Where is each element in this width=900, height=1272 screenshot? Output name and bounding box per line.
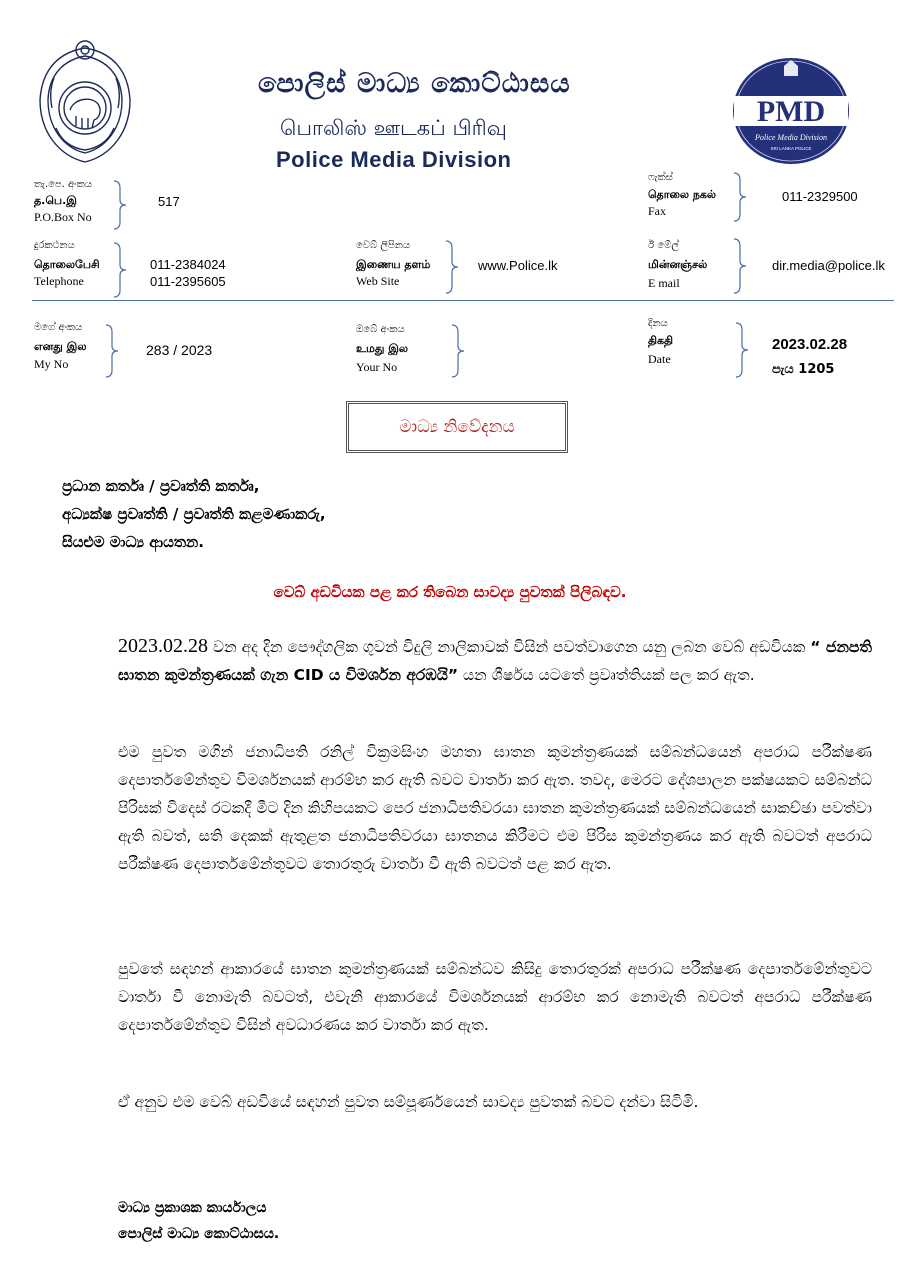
title-english: Police Media Division (276, 147, 512, 172)
paragraph-3: පුවතේ සඳහන් ආකාරයේ ඝාතන කුමන්ත්‍රණයක් සම්බන්ධව කිසිදු තොරතුරක් අපරාධ පරීක්ෂණ දෙපාර්තමේන්තුවට වාර්තා වී නොමැති බවටත්, එවැනි ආකාරයේ විමර්ශනයක් ආරම්භ කර නොමැති බවටත් අපරාධ පරීක්ෂණ දෙපාර්තමේන්තුව විසින් අවධාරණය කර වාර්තා කර ඇත. (118, 960, 872, 1034)
my-no-label-ta: எனது இல (34, 340, 87, 353)
your-no-label-en: Your No (356, 360, 398, 374)
pmd-logo-text: PMD (756, 95, 826, 128)
pobox-value: 517 (158, 194, 180, 209)
date-label-si: දිනය (648, 318, 668, 329)
telephone-value-1: 011-2384024 (150, 257, 226, 272)
fax-label-ta: தொலை நகல் (648, 188, 717, 201)
date-label-en: Date (648, 352, 671, 366)
paragraph-4: ඒ අනුව එම වෙබ් අඩවියේ සඳහන් පුවත සම්පූර්ණයෙන් සාවද්‍ය පුවතක් බවට දන්වා සිටිමි. (118, 1093, 699, 1111)
email-value[interactable]: dir.media@police.lk (772, 258, 885, 273)
date-value: 2023.02.28 (772, 336, 848, 353)
your-no-label-si: ඔබේ අංකය (356, 324, 405, 335)
date-label-ta: திகதி (648, 334, 674, 347)
subject-line: වෙබ් අඩවියක පළ කර තිබෙන සාවද්‍ය පුවතක් පිලිබඳව. (273, 583, 627, 601)
addressee-line-1: ප්‍රධාන කර්තෘ / ප්‍රවෘත්ති කර්තෘ, (62, 477, 260, 495)
fax-value: 011-2329500 (782, 189, 858, 204)
addressee-line-3: සියළුම මාධ්‍ය ආයතන. (62, 533, 204, 551)
signature-line-1: මාධ්‍ය ප්‍රකාශක කාර්යාලය (118, 1200, 267, 1216)
your-no-brace (450, 324, 466, 378)
telephone-value-2: 011-2395605 (150, 274, 226, 289)
your-no-label-ta: உமது இல (356, 342, 409, 355)
fax-label-si: ෆැක්ස් (648, 172, 673, 183)
fax-label-en: Fax (648, 204, 666, 218)
title-tamil: பொலிஸ் ஊடகப் பிரிவு (280, 116, 507, 140)
paragraph-1 (118, 632, 872, 689)
title-sinhala: පොලිස් මාධ්‍ය කොට්ඨාසය (258, 68, 571, 99)
pobox-label-en: P.O.Box No (34, 210, 92, 224)
paragraph-2: එම පුවත මගින් ජනාධිපති රනිල් වික්‍රමසිංහ මහතා ඝාතන කුමන්ත්‍රණයක් සම්බන්ධයෙන් අපරාධ පරීක්ෂණ දෙපාර්තමේන්තුව විමර්ශනයක් ආරම්භ කර ඇති බවට වාර්තා කර ඇත. තවද, මෙරට දේශපාලන පක්ෂයකට සම්බන්ධ පිරිසක් විදෙස් රටකදී මීට දින කිහිපයකට පෙර ජනාධිපතිවරයා ඝාතන කුමන්ත්‍රණයක් සම්බන්ධයෙන් සාකච්ඡා පවත්වා ඇති බවත්, සති දෙකක් ඇතුළත ජනාධිපතිවරයා ඝාතනය කිරීමට එම පිරිස කුමන්ත්‍රණය කර ඇති බවටත් අපරාධ පරීක්ෂණ දෙපාර්තමේන්තුවට තොරතුරු වාර්තා වී ඇති බවටත් පළ කර ඇත. (118, 743, 872, 873)
telephone-brace (112, 242, 128, 298)
header-divider (32, 300, 894, 301)
paragraph-1-date: 2023.02.28 (118, 635, 208, 657)
paragraph-1-quote: “ ජනපති ඝාතන කුමන්ත්‍රණයක් ගැන CID ය විමර්ශන අරඹයි” (118, 638, 873, 684)
fax-brace (732, 172, 748, 222)
pobox-label-ta: த.பெ.இ (34, 194, 77, 207)
email-label-ta: மின்னஞ்சல் (648, 258, 708, 271)
my-no-value: 283 / 2023 (146, 342, 213, 358)
telephone-label-en: Telephone (34, 274, 84, 288)
paragraph-1-text-b: යන ශීර්ෂය යටතේ ප්‍රවෘත්තියක් පල කර ඇත. (458, 666, 755, 684)
website-label-en: Web Site (356, 274, 400, 288)
my-no-brace (104, 324, 120, 378)
signature-line-2: පොලිස් මාධ්‍ය කොට්ඨාසය. (118, 1226, 280, 1242)
pmd-logo-subtext2: SRI LANKA POLICE (770, 146, 812, 151)
time-value: පැය 1205 (772, 362, 835, 377)
telephone-label-ta: தொலைபேசி (34, 258, 100, 271)
email-label-en: E mail (648, 276, 680, 290)
website-label-ta: இணைய தளம் (356, 258, 431, 271)
email-brace (732, 238, 748, 294)
website-value[interactable]: www.Police.lk (478, 258, 558, 273)
my-no-label-si: මගේ අංකය (34, 322, 83, 333)
paragraph-1-text-a: වන අද දින පෞද්ගලික ගුවන් විදුලි නාලිකාවක් විසින් පවත්වාගෙන යනු ලබන වෙබ් අඩවියක (208, 638, 811, 656)
date-brace (734, 322, 750, 378)
website-label-si: වෙබ් ලිපිනය (356, 240, 411, 251)
addressee-line-2: අධ්‍යක්ෂ ප්‍රවෘත්ති / ප්‍රවෘත්ති කළමණාකරු, (62, 505, 326, 523)
media-release-title-text: මාධ්‍ය නිවේදනය (399, 417, 515, 437)
police-emblem-logo (30, 38, 140, 168)
website-brace (444, 240, 460, 294)
my-no-label-en: My No (34, 357, 69, 371)
telephone-label-si: දුරකථනය (34, 240, 75, 251)
pobox-brace (112, 180, 128, 230)
pmd-logo (728, 56, 854, 166)
media-release-title (346, 401, 568, 453)
pmd-logo-subtext: Police Media Division (755, 133, 827, 142)
email-label-si: ඊ මේල් (648, 240, 679, 251)
pobox-label-si: තැ.පෙ. අංකය (34, 179, 93, 190)
